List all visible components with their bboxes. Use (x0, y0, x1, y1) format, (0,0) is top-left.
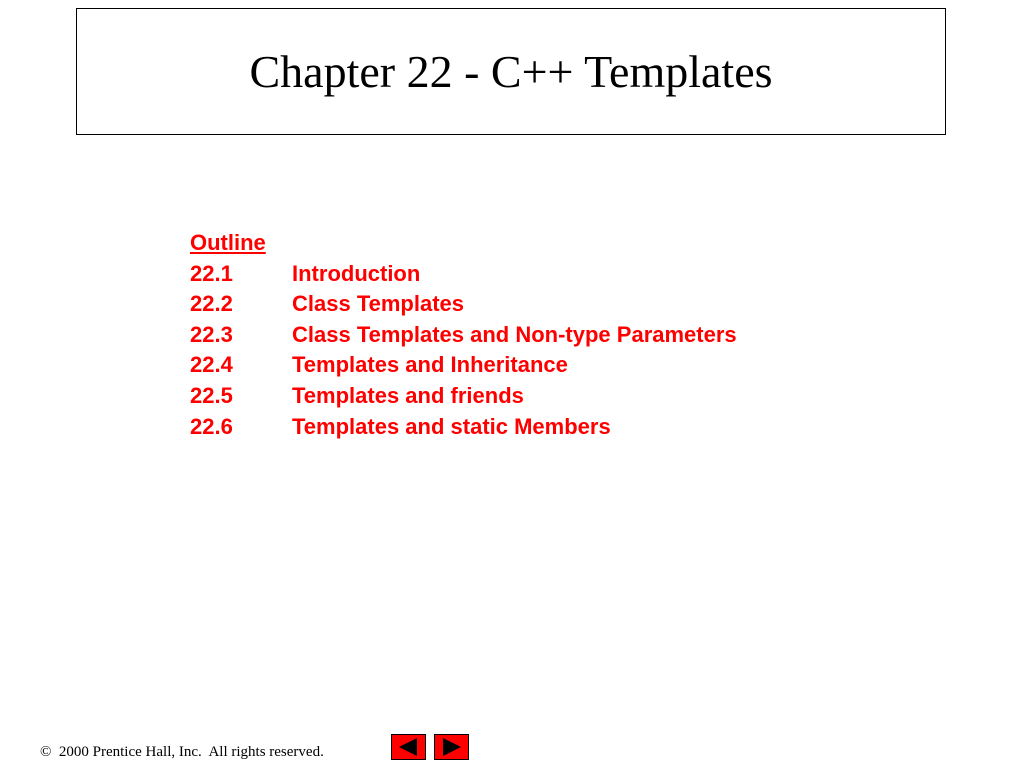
outline-item-number: 22.3 (190, 321, 233, 347)
outline-item-number: 22.2 (190, 291, 233, 317)
outline-item-label: Templates and friends (292, 382, 524, 408)
previous-slide-button[interactable] (391, 734, 426, 760)
outline-item (190, 289, 737, 320)
outline-item-label: Introduction (292, 260, 421, 286)
outline-item-number: 22.1 (190, 260, 233, 286)
outline (190, 228, 737, 442)
page-title: Chapter 22 - C++ Templates (249, 45, 773, 97)
outline-item-label: Class Templates and Non-type Parameters (292, 321, 737, 347)
outline-item (190, 350, 737, 381)
outline-item-number: 22.5 (190, 382, 233, 408)
outline-heading: Outline (190, 230, 266, 255)
outline-item-number: 22.6 (190, 413, 233, 439)
outline-item (190, 320, 737, 351)
title-box (76, 8, 946, 135)
outline-item (190, 381, 737, 412)
outline-item-number: 22.4 (190, 352, 233, 378)
outline-item-label: Templates and static Members (292, 413, 611, 439)
triangle-left-icon (392, 735, 425, 759)
outline-item (190, 259, 737, 290)
triangle-right-icon (435, 735, 468, 759)
copyright-notice: © 2000 Prentice Hall, Inc. All rights reserved. (40, 744, 324, 760)
outline-item-label: Templates and Inheritance (292, 352, 568, 378)
next-slide-button[interactable] (434, 734, 469, 760)
outline-item (190, 412, 737, 443)
outline-item-label: Class Templates (292, 291, 465, 317)
